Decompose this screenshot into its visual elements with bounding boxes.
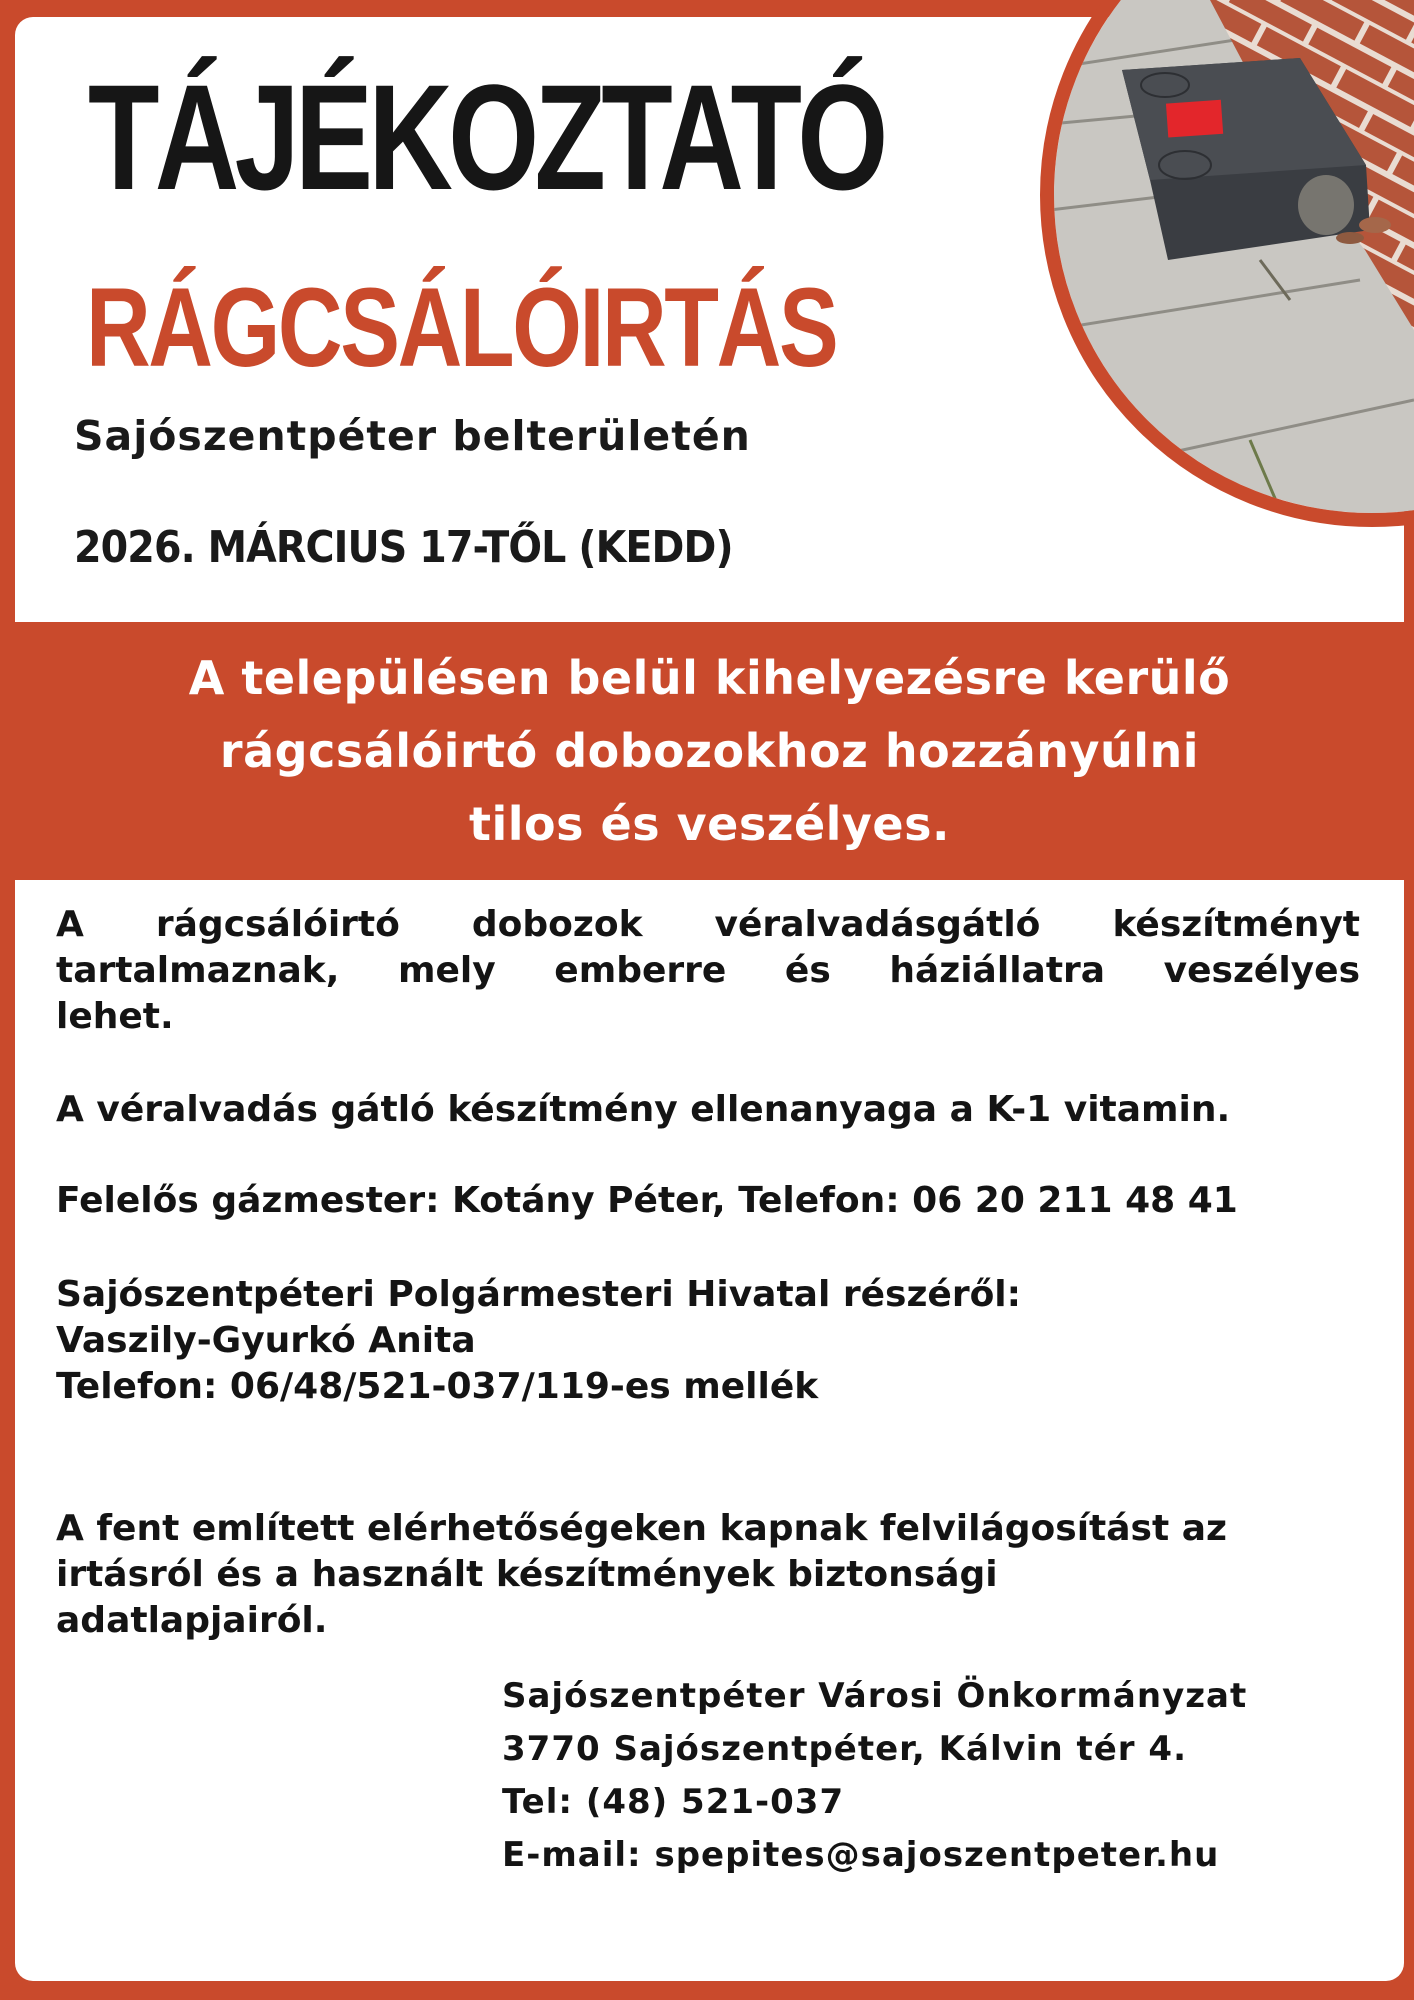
page-title: TÁJÉKOZTATÓ xyxy=(88,53,884,221)
paragraph-hazard xyxy=(56,902,1360,1040)
warning-line-3: tilos és veszélyes. xyxy=(469,796,950,851)
hazard-line-1: A rágcsálóirtó dobozok véralvadásgátló készítményt xyxy=(56,904,1360,945)
paragraph-info xyxy=(56,1506,1360,1644)
office-line-2: Vaszily-Gyurkó Anita xyxy=(56,1320,476,1361)
footer-email: E-mail: spepites@sajoszentpeter.hu xyxy=(502,1835,1220,1875)
warning-line-1: A településen belül kihelyezésre kerülő xyxy=(188,650,1231,705)
paragraph-antidote: A véralvadás gátló készítmény ellenanyaga a K-1 vitamin. xyxy=(56,1089,1231,1130)
footer-organization: Sajószentpéter Városi Önkormányzat xyxy=(502,1676,1248,1716)
office-line-3: Telefon: 06/48/521-037/119-es mellék xyxy=(56,1366,819,1407)
footer-phone: Tel: (48) 521-037 xyxy=(502,1782,845,1822)
footer-contact-block xyxy=(502,1670,1247,1882)
location-text: Sajószentpéter belterületén xyxy=(74,412,751,460)
info-line-2: irtásról és a használt készítmények biztonsági xyxy=(56,1554,998,1595)
info-line-1: A fent említett elérhetőségeken kapnak felvilágosítást az xyxy=(56,1508,1227,1549)
hazard-line-2: tartalmaznak, mely emberre és háziállatra veszélyes xyxy=(56,950,1360,991)
page-subtitle: RÁGCSÁLÓIRTÁS xyxy=(86,265,837,390)
info-line-3: adatlapjairól. xyxy=(56,1600,328,1641)
hazard-line-3: lehet. xyxy=(56,996,174,1037)
office-line-1: Sajószentpéteri Polgármesteri Hivatal részéről: xyxy=(56,1274,1022,1315)
paragraph-contact-exterminator: Felelős gázmester: Kotány Péter, Telefon: 06 20 211 48 41 xyxy=(56,1180,1238,1221)
footer-address: 3770 Sajószentpéter, Kálvin tér 4. xyxy=(502,1729,1187,1769)
paragraph-office-contact xyxy=(56,1272,1360,1410)
start-date: 2026. MÁRCIUS 17-TŐL (KEDD) xyxy=(74,522,733,573)
warning-banner xyxy=(0,622,1414,880)
warning-line-2: rágcsálóirtó dobozokhoz hozzányúlni xyxy=(219,723,1200,778)
